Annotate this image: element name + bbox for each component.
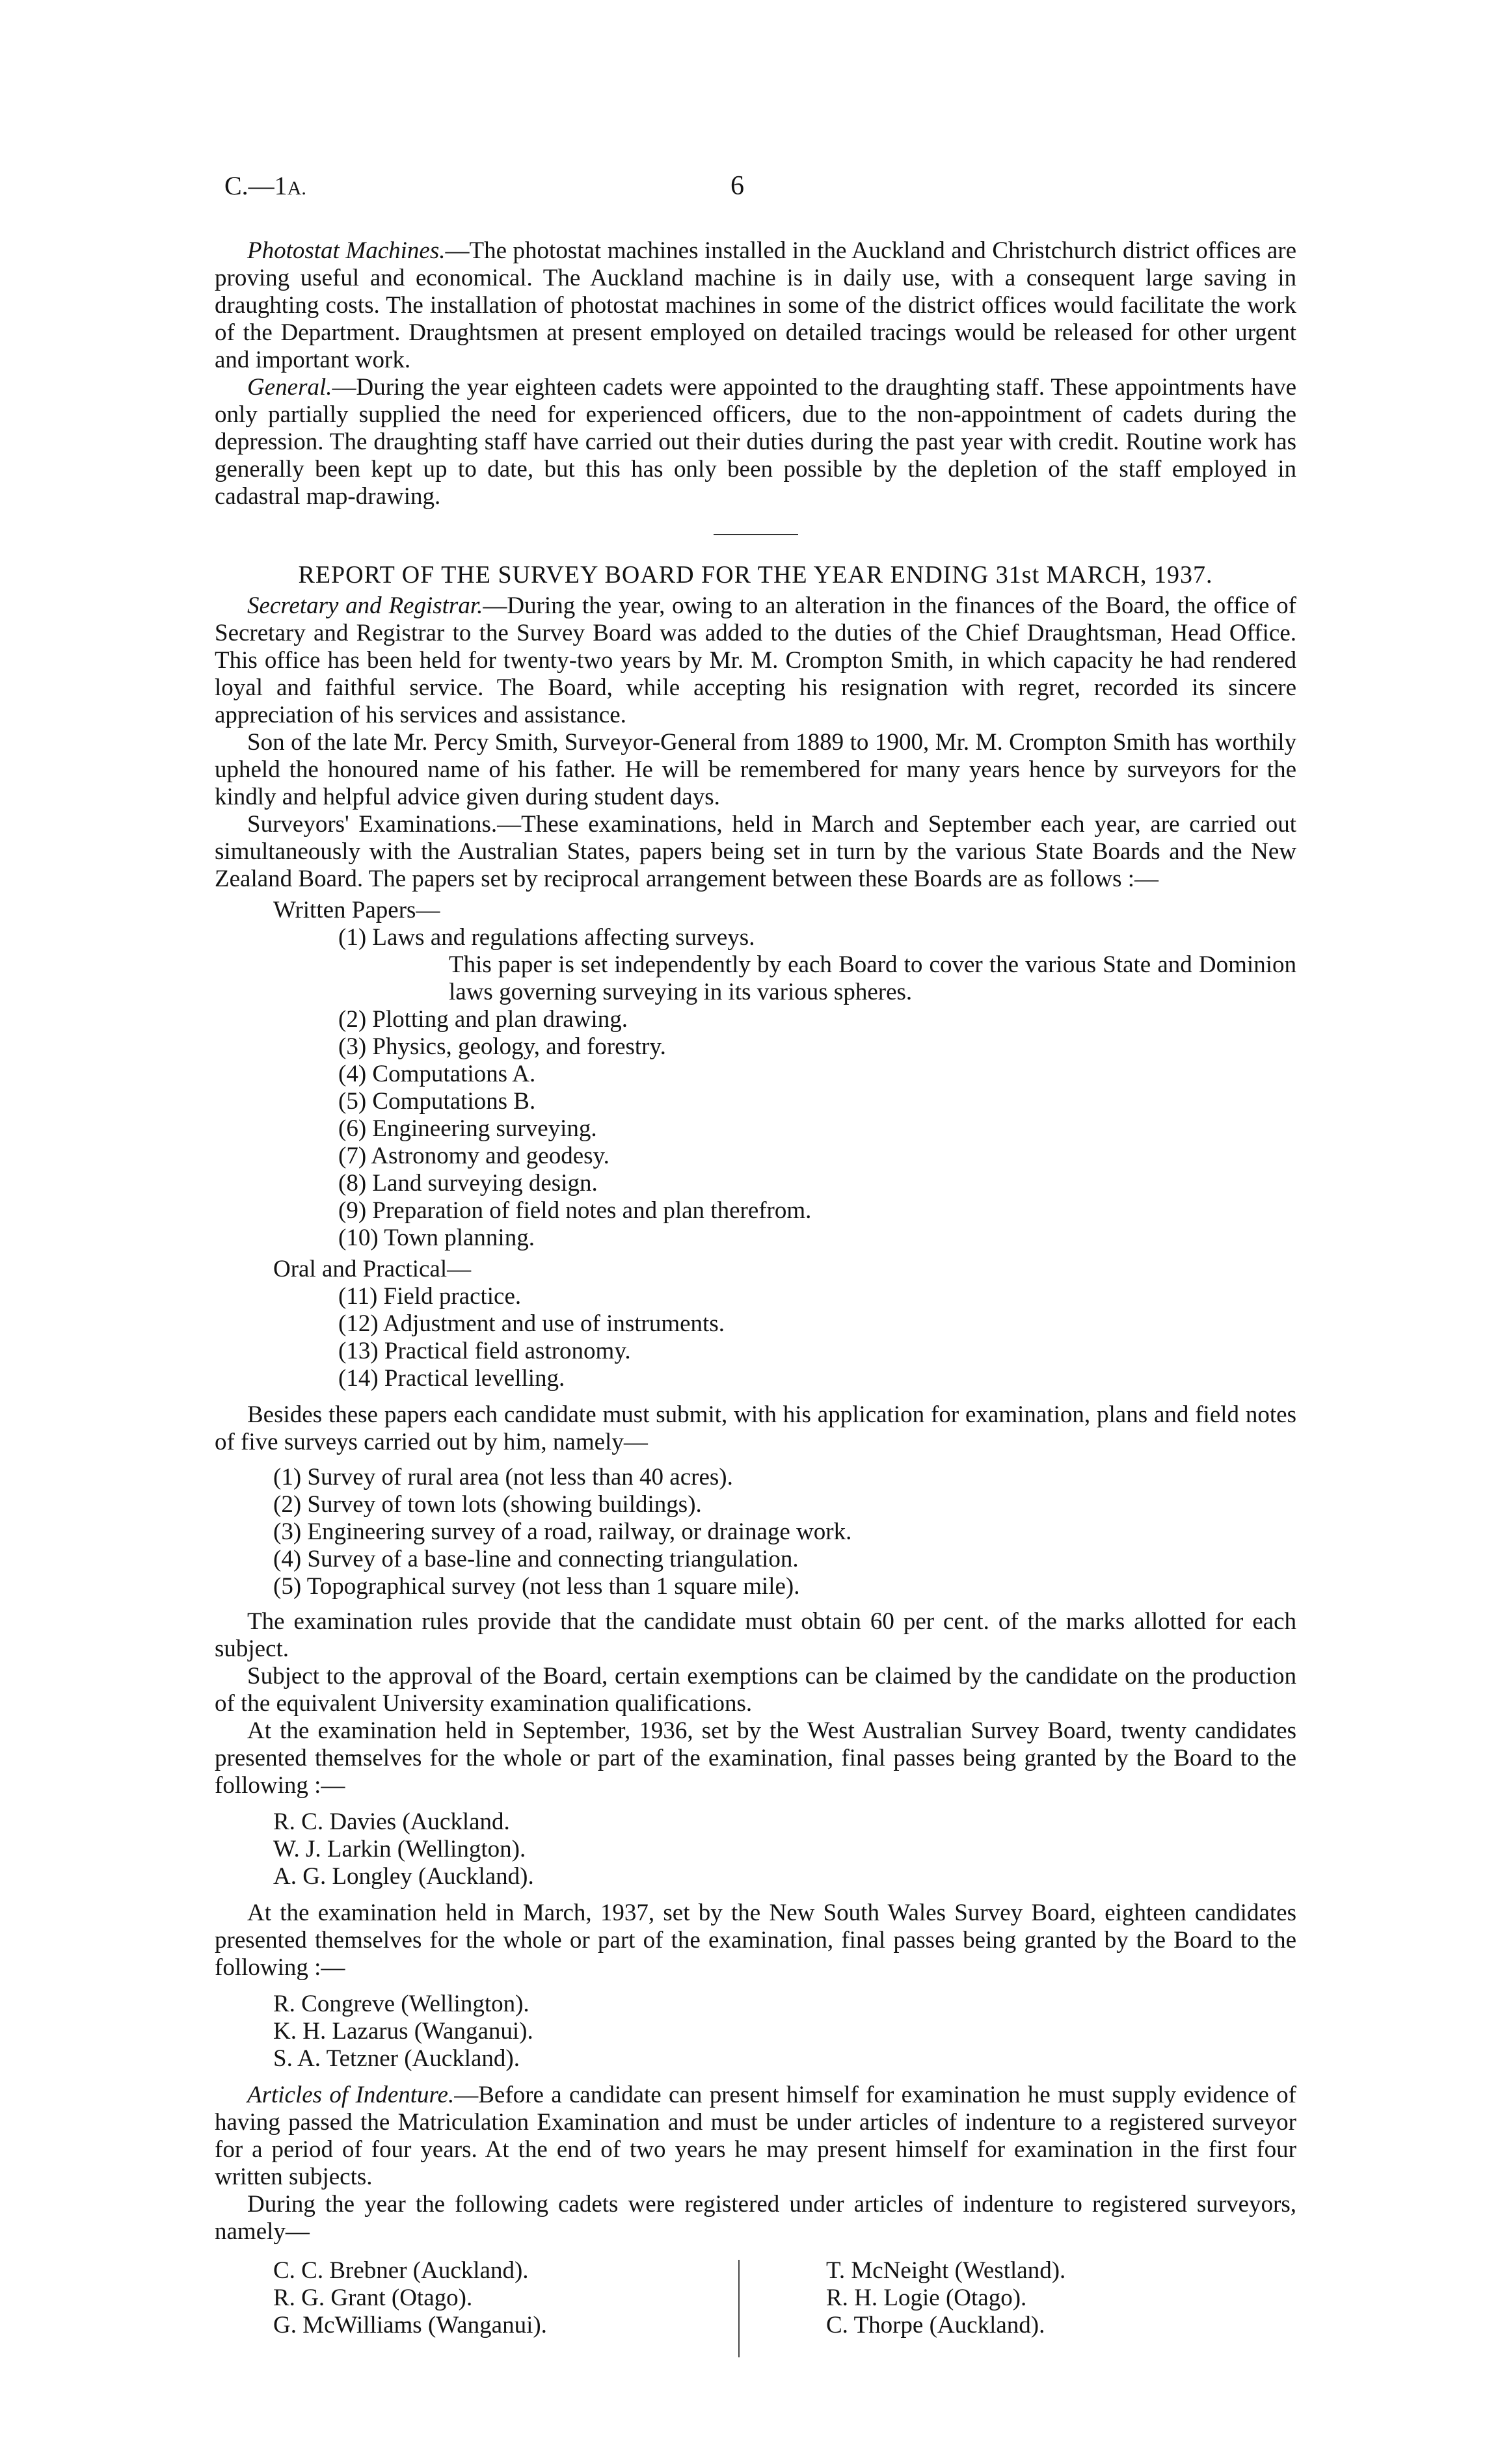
report-heading: REPORT OF THE SURVEY BOARD FOR THE YEAR ENDING 31st MARCH, 1937. (298, 561, 1213, 589)
photostat-paragraph: Photostat Machines.—The photostat machines installed in the Auckland and Christchurch district offices are proving useful and economical. The Auckland machine is in daily use, with a consequent large saving in draughting costs. The installation of photostat machines in some of the district offices would facilitate the work of the Department. Draughtsmen at present employed on detailed tracings would be released for other urgent and important work. (215, 237, 1297, 373)
indenture-paragraph: Articles of Indenture.—Before a candidate can present himself for examination he must supply evidence of having passed the Matriculation Examination and must be under articles of indenture to a registered surveyor for a period of four years. At the end of two years he may present himself for examination in the first four written subjects. (215, 2082, 1296, 2190)
list-item: (5) Computations B. (338, 1088, 536, 1115)
list-item: (14) Practical levelling. (338, 1365, 565, 1392)
list-item: (1) Survey of rural area (not less than 40 acres). (273, 1464, 733, 1490)
list-item: (4) Survey of a base-line and connecting triangulation. (273, 1546, 799, 1572)
list-item: R. G. Grant (Otago). (273, 2285, 473, 2311)
report-code: C.—1A. (224, 171, 306, 200)
list-item: (6) Engineering surveying. (338, 1115, 597, 1142)
march-passes-list (273, 1991, 1296, 2073)
cadets-right-column (826, 2257, 1065, 2339)
list-item: (3) Engineering survey of a road, railway, or drainage work. (273, 1518, 852, 1545)
general-paragraph: General.—During the year eighteen cadets were appointed to the draughting staff. These appointments have only partially supplied the need for experienced officers, due to the non-appointment of cadets during the depression. The draughting staff have carried out their duties during the past year with credit. Routine work has generally been kept up to date, but this has only been possible by the depletion of the staff employed in cadastral map-drawing. (215, 374, 1296, 510)
besides-paragraph: Besides these papers each candidate must submit, with his application for examination, plans and field notes of five surveys carried out by him, namely— (215, 1401, 1296, 1455)
written-papers-heading: Written Papers— (273, 897, 440, 923)
cadets-paragraph: During the year the following cadets were registered under articles of indenture to registered surveyors, namely— (215, 2191, 1296, 2245)
cadets-left-column (273, 2257, 547, 2339)
secretary-paragraph: Secretary and Registrar.—During the year, owing to an alteration in the finances of the Board, the office of Secretary and Registrar to the Survey Board was added to the duties of the Chief Draughtsman, Head Office. This office has been held for twenty-two years by Mr. M. Crompton Smith, in which capacity he had rendered loyal and faithful service. The Board, while accepting his resignation with regret, recorded its sincere appreciation of his services and assistance. (215, 592, 1297, 728)
list-item: G. McWilliams (Wanganui). (273, 2312, 547, 2338)
paper-note: This paper is set independently by each Board to cover the various State and Dominion laws governing surveying in its various spheres. (449, 951, 1296, 1005)
son-paragraph: Son of the late Mr. Percy Smith, Surveyor-General from 1889 to 1900, Mr. M. Crompton Smith has worthily upheld the honoured name of his father. He will be remembered for many years hence by surveyors for the kindly and helpful advice given during student days. (215, 729, 1296, 810)
surveys-list (273, 1464, 1296, 1600)
list-item: (11) Field practice. (338, 1283, 522, 1310)
list-item: (12) Adjustment and use of instruments. (338, 1310, 725, 1337)
list-item: (1) Laws and regulations affecting surveys. (338, 924, 755, 951)
written-papers-list (338, 924, 1296, 951)
list-item: (2) Plotting and plan drawing. (338, 1006, 628, 1033)
list-item: W. J. Larkin (Wellington). (273, 1836, 526, 1862)
list-item: R. Congreve (Wellington). (273, 1991, 529, 2017)
list-item: K. H. Lazarus (Wanganui). (273, 2018, 533, 2045)
cadets-columns (215, 2257, 1296, 2355)
list-item: (13) Practical field astronomy. (338, 1338, 631, 1364)
list-item: C. Thorpe (Auckland). (826, 2312, 1045, 2338)
list-item: (3) Physics, geology, and forestry. (338, 1033, 666, 1060)
list-item: (2) Survey of town lots (showing buildings). (273, 1491, 702, 1518)
list-item: (9) Preparation of field notes and plan therefrom. (338, 1197, 812, 1224)
list-item: (8) Land surveying design. (338, 1170, 598, 1197)
list-item: (7) Astronomy and geodesy. (338, 1143, 609, 1169)
oral-practical-heading: Oral and Practical— (273, 1256, 472, 1282)
list-item: R. H. Logie (Otago). (826, 2285, 1027, 2311)
list-item: T. McNeight (Westland). (826, 2257, 1066, 2284)
body-text (215, 237, 1296, 2355)
column-divider (738, 2260, 740, 2357)
page-header (224, 170, 1298, 209)
oral-practical-list (338, 1283, 1296, 1392)
page-number: 6 (730, 171, 744, 201)
list-item: A. G. Longley (Auckland). (273, 1863, 534, 1890)
march-exam-paragraph: At the examination held in March, 1937, set by the New South Wales Survey Board, eighteen candidates presented themselves for the whole or part of the examination, final passes being granted by the Board to the following :— (215, 1900, 1296, 1981)
list-item: C. C. Brebner (Auckland). (273, 2257, 529, 2284)
written-papers-list-continued (338, 1006, 1296, 1252)
exemptions-paragraph: Subject to the approval of the Board, certain exemptions can be claimed by the candidate on the production of the equivalent University examination qualifications. (215, 1663, 1296, 1717)
exams-paragraph: Surveyors' Examinations.—These examinations, held in March and September each year, are carried out simultaneously with the Australian States, papers being set in turn by the various State Boards and the New Zealand Board. The papers set by reciprocal arrangement between these Boards are as follows :— (215, 811, 1296, 892)
list-item: (10) Town planning. (338, 1225, 535, 1251)
september-exam-paragraph: At the examination held in September, 1936, set by the West Australian Survey Board, twenty candidates presented themselves for the whole or part of the examination, final passes being granted by the Board to the following :— (215, 1717, 1296, 1799)
rules-paragraph: The examination rules provide that the candidate must obtain 60 per cent. of the marks allotted for each subject. (215, 1608, 1296, 1662)
list-item: R. C. Davies (Auckland. (273, 1808, 510, 1835)
list-item: S. A. Tetzner (Auckland). (273, 2045, 520, 2072)
section-divider (714, 534, 798, 535)
list-item: (4) Computations A. (338, 1061, 536, 1087)
list-item: (5) Topographical survey (not less than 1 square mile). (273, 1573, 800, 1600)
september-passes-list (273, 1808, 1296, 1890)
